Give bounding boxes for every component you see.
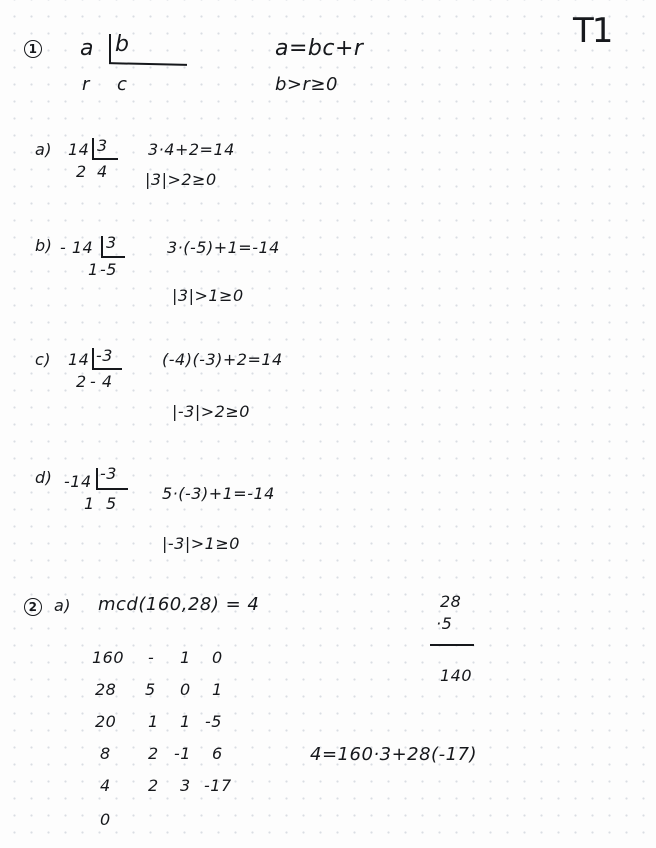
item-a-remainder: 2 xyxy=(76,162,87,181)
item-b-bar-h xyxy=(101,256,125,258)
item-c-bar-h xyxy=(92,368,122,370)
item-d-divisor: -3 xyxy=(100,464,117,483)
table-cell: 4 xyxy=(100,776,111,795)
side-calc-line xyxy=(430,644,474,646)
item-b-bar-v xyxy=(101,236,103,258)
table-cell: 2 xyxy=(148,776,159,795)
item-b-check: 3·(-5)+1=-14 xyxy=(167,238,280,257)
side-calc-result: 140 xyxy=(440,666,473,685)
item-a-quotient: 4 xyxy=(97,162,108,181)
exercise-1-number: 1 xyxy=(24,40,42,58)
table-cell: 3 xyxy=(180,776,191,795)
item-a-bar-h xyxy=(92,158,118,160)
item-c-quotient: - 4 xyxy=(90,372,113,391)
item-d-quotient: 5 xyxy=(106,494,117,513)
item-d-condition: |-3|>1≥0 xyxy=(162,534,240,553)
table-cell: 1 xyxy=(148,712,159,731)
exercise-2-result: 4=160·3+28(-17) xyxy=(310,744,477,765)
table-cell: 6 xyxy=(212,744,223,763)
table-cell: 160 xyxy=(92,648,125,667)
division-r: r xyxy=(82,74,90,95)
item-b-remainder: 1 xyxy=(88,260,99,279)
item-a-divisor: 3 xyxy=(97,136,108,155)
exercise-2-title: mcd(160,28) = 4 xyxy=(98,594,260,615)
division-c: c xyxy=(117,74,128,95)
item-d-bar-v xyxy=(96,468,98,490)
item-c-dividend: 14 xyxy=(68,350,90,369)
table-cell: -5 xyxy=(205,712,222,731)
item-d-dividend: -14 xyxy=(64,472,92,491)
item-d-check: 5·(-3)+1=-14 xyxy=(162,484,275,503)
table-cell: 28 xyxy=(95,680,117,699)
item-a-dividend: 14 xyxy=(68,140,90,159)
table-cell: 5 xyxy=(145,680,156,699)
table-cell: 1 xyxy=(212,680,223,699)
item-b-dividend: - 14 xyxy=(60,238,94,257)
table-cell: 1 xyxy=(180,648,191,667)
division-bar-vertical xyxy=(109,34,111,64)
table-cell: 20 xyxy=(95,712,117,731)
item-b-divisor: 3 xyxy=(106,233,117,252)
item-c-condition: |-3|>2≥0 xyxy=(172,402,250,421)
item-d-remainder: 1 xyxy=(84,494,95,513)
side-calc-top: 28 xyxy=(440,592,462,611)
item-a-label: a) xyxy=(35,140,53,159)
item-a-check: 3·4+2=14 xyxy=(148,140,235,159)
item-c-label: c) xyxy=(35,350,52,369)
exercise-2-label: a) xyxy=(54,596,72,615)
item-b-quotient: -5 xyxy=(100,260,117,279)
item-d-bar-h xyxy=(96,488,128,490)
table-cell: -17 xyxy=(204,776,232,795)
table-cell: - xyxy=(148,648,155,667)
item-a-condition: |3|>2≥0 xyxy=(145,170,217,189)
item-a-bar-v xyxy=(92,138,94,160)
exercise-2-number: 2 xyxy=(24,598,42,616)
division-condition: b>r≥0 xyxy=(275,74,338,95)
division-a: a xyxy=(80,36,94,61)
division-formula: a=bc+r xyxy=(275,36,364,61)
item-c-check: (-4)(-3)+2=14 xyxy=(162,350,283,369)
item-c-remainder: 2 xyxy=(76,372,87,391)
item-c-divisor: -3 xyxy=(96,346,113,365)
division-b: b xyxy=(115,32,130,57)
item-b-condition: |3|>1≥0 xyxy=(172,286,244,305)
side-calc-mult: ·5 xyxy=(436,614,453,633)
table-cell: 0 xyxy=(100,810,111,829)
division-bar-horizontal xyxy=(109,62,187,65)
page-label: T1 xyxy=(573,11,612,51)
table-cell: 1 xyxy=(180,712,191,731)
table-cell: 0 xyxy=(212,648,223,667)
table-cell: 8 xyxy=(100,744,111,763)
item-b-label: b) xyxy=(35,236,53,255)
table-cell: 0 xyxy=(180,680,191,699)
item-d-label: d) xyxy=(35,468,53,487)
table-cell: 2 xyxy=(148,744,159,763)
item-c-bar-v xyxy=(92,348,94,370)
table-cell: -1 xyxy=(174,744,191,763)
